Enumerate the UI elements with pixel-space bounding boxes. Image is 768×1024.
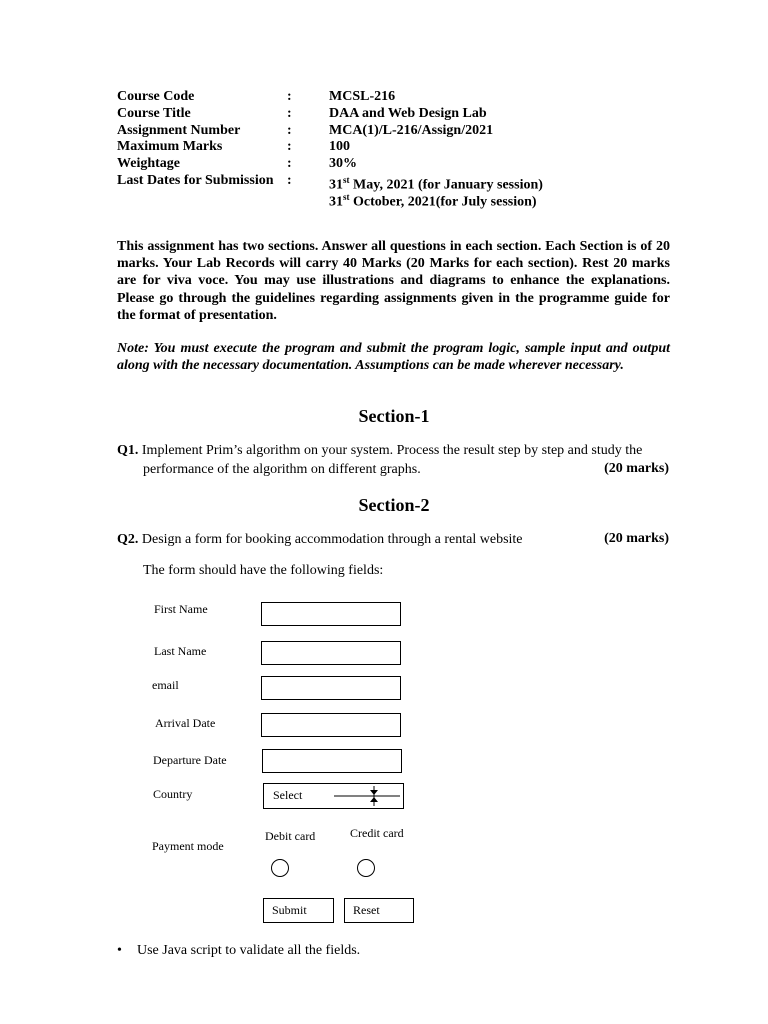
meta-colon: : [287,139,292,154]
arrival-date-label: Arrival Date [155,716,216,730]
meta-label: Course Code [117,89,195,104]
meta-colon: : [287,89,292,104]
country-label: Country [153,787,193,801]
meta-label: Maximum Marks [117,139,223,154]
last-name-label: Last Name [154,644,207,658]
country-select[interactable] [263,783,404,809]
credit-card-label: Credit card [350,826,404,840]
debit-card-radio[interactable] [271,859,289,877]
meta-colon: : [287,123,292,138]
meta-colon: : [287,173,292,188]
debit-card-label: Debit card [265,829,316,843]
meta-colon: : [287,156,292,171]
meta-value: MCA(1)/L-216/Assign/2021 [329,123,494,138]
email-label: email [152,678,179,692]
q2-line [117,531,523,549]
bullet-item: Use Java script to validate all the fields. [137,943,361,958]
meta-value: 30% [329,156,357,171]
date-day: 31 [329,177,343,193]
meta-colon: : [287,106,292,121]
meta-value: DAA and Web Design Lab [329,106,487,121]
bullet-icon: • [117,943,122,958]
first-name-input[interactable] [261,602,401,626]
q1-marks: (20 marks) [604,461,669,476]
date-suffix: st [343,192,350,202]
date-suffix: st [343,175,350,185]
credit-card-radio[interactable] [357,859,375,877]
q2-text: Design a form for booking accommodation through a rental website [141,532,523,547]
last-name-input[interactable] [261,641,401,665]
dropdown-arrow-icon [332,784,404,808]
submit-button[interactable]: Submit [263,898,334,923]
section-1-heading: Section-1 [358,406,430,426]
arrival-date-input[interactable] [261,713,401,737]
first-name-label: First Name [154,602,208,616]
meta-value: MCSL-216 [329,89,396,104]
q2-marks: (20 marks) [604,531,669,546]
q2-intro: The form should have the following fields: [143,563,384,578]
q1-text: Implement Prim’s algorithm on your system. Process the result step by step and study the [141,443,643,458]
date-text: May, 2021 (for January session) [349,177,543,193]
date-text: October, 2021(for July session) [349,194,537,210]
departure-date-input[interactable] [262,749,402,773]
bullet-list [117,943,360,959]
date-day: 31 [329,194,343,210]
instructions-paragraph: This assignment has two sections. Answer all questions in each section. Each Section is of 20 marks. Your Lab Records will carry 40 Marks (20 Marks for each section). Rest 20 marks are for viva voce. You may use illustrations and diagrams to enhance the explanations. Please go through the guidelines regarding assignments given in the programme guide for the format of presentation. [117,239,670,323]
meta-label: Last Dates for Submission [117,173,274,188]
meta-label: Weightage [117,156,180,171]
email-input[interactable] [261,676,401,700]
meta-label: Assignment Number [117,123,241,138]
q1-line-1 [117,442,642,460]
q1-line-2: performance of the algorithm on different graphs. [143,462,421,477]
payment-mode-label: Payment mode [152,839,224,853]
country-select-value: Select [273,788,303,802]
meta-value [329,189,537,211]
meta-label: Course Title [117,106,191,121]
reset-button[interactable]: Reset [344,898,414,923]
meta-value: 100 [329,139,350,154]
departure-date-label: Departure Date [153,753,227,767]
section-2-heading: Section-2 [358,495,430,515]
q2-number: Q2. [117,532,139,547]
note-paragraph: Note: You must execute the program and submit the program logic, sample input and output along with the necessary documentation. Assumptions can be made wherever necessary. [117,341,670,374]
q1-number: Q1. [117,443,139,458]
